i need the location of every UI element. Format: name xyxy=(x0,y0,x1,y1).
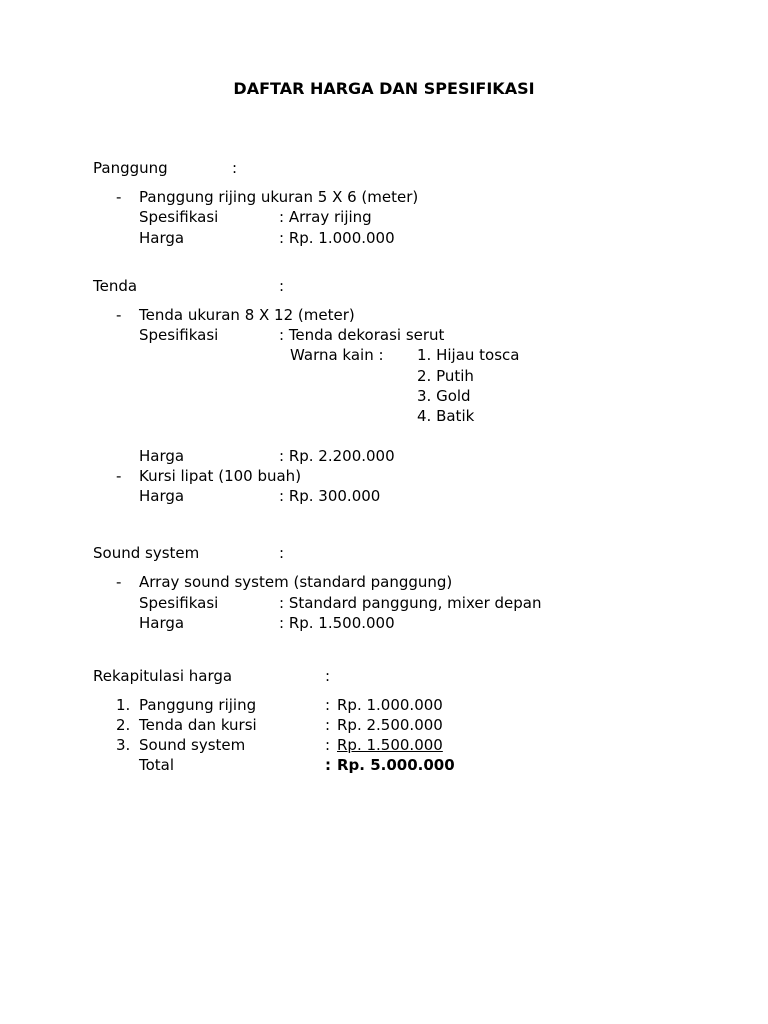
spec-value: : Array rijing xyxy=(279,208,372,226)
color-label: Warna kain : xyxy=(290,346,384,364)
price-label: Harga xyxy=(139,447,185,465)
spec-label: Spesifikasi xyxy=(139,326,219,344)
recap-row-number: 2. xyxy=(116,716,131,734)
section-colon-panggung: : xyxy=(232,159,238,177)
recap-row-value: Rp. 2.500.000 xyxy=(337,716,443,734)
price-label: Harga xyxy=(139,229,185,247)
section-heading-tenda: Tenda xyxy=(93,277,138,295)
recap-row-label: Panggung rijing xyxy=(139,696,257,714)
spec-value: : Tenda dekorasi serut xyxy=(279,326,445,344)
spec-label: Spesifikasi xyxy=(139,594,219,612)
recap-row-number: 3. xyxy=(116,736,131,754)
color-option: 1. Hijau tosca xyxy=(417,346,520,364)
price-value: : Rp. 1.500.000 xyxy=(279,614,395,632)
item-name-sound: Array sound system (standard panggung) xyxy=(139,573,453,591)
section-heading-recap: Rekapitulasi harga xyxy=(93,667,233,685)
price-value: : Rp. 300.000 xyxy=(279,487,381,505)
section-heading-sound: Sound system xyxy=(93,544,200,562)
section-colon-tenda: : xyxy=(279,277,285,295)
item-name-panggung: Panggung rijing ukuran 5 X 6 (meter) xyxy=(139,188,419,206)
color-option: 3. Gold xyxy=(417,387,471,405)
document-title: DAFTAR HARGA DAN SPESIFIKASI xyxy=(233,79,535,98)
spec-label: Spesifikasi xyxy=(139,208,219,226)
color-option: 4. Batik xyxy=(417,407,475,425)
price-value: : Rp. 2.200.000 xyxy=(279,447,395,465)
section-heading-panggung: Panggung xyxy=(93,159,168,177)
total-value: Rp. 5.000.000 xyxy=(337,756,455,774)
recap-row-number: 1. xyxy=(116,696,131,714)
item-name-chairs: Kursi lipat (100 buah) xyxy=(139,467,302,485)
total-label: Total xyxy=(139,756,175,774)
recap-row-colon: : xyxy=(325,736,331,754)
item-name-tenda: Tenda ukuran 8 X 12 (meter) xyxy=(139,306,355,324)
recap-row-label: Tenda dan kursi xyxy=(139,716,257,734)
list-dash: - xyxy=(116,306,122,324)
recap-row-value: Rp. 1.000.000 xyxy=(337,696,443,714)
recap-row-colon: : xyxy=(325,696,331,714)
list-dash: - xyxy=(116,188,122,206)
recap-row-label: Sound system xyxy=(139,736,246,754)
recap-row-colon: : xyxy=(325,716,331,734)
color-option: 2. Putih xyxy=(417,367,474,385)
price-label: Harga xyxy=(139,487,185,505)
price-value: : Rp. 1.000.000 xyxy=(279,229,395,247)
recap-row-value-underlined: Rp. 1.500.000 xyxy=(337,736,443,754)
list-dash: - xyxy=(116,467,122,485)
spec-value: : Standard panggung, mixer depan xyxy=(279,594,542,612)
total-colon: : xyxy=(325,756,331,774)
section-colon-sound: : xyxy=(279,544,285,562)
price-label: Harga xyxy=(139,614,185,632)
section-colon-recap: : xyxy=(325,667,331,685)
list-dash: - xyxy=(116,573,122,591)
